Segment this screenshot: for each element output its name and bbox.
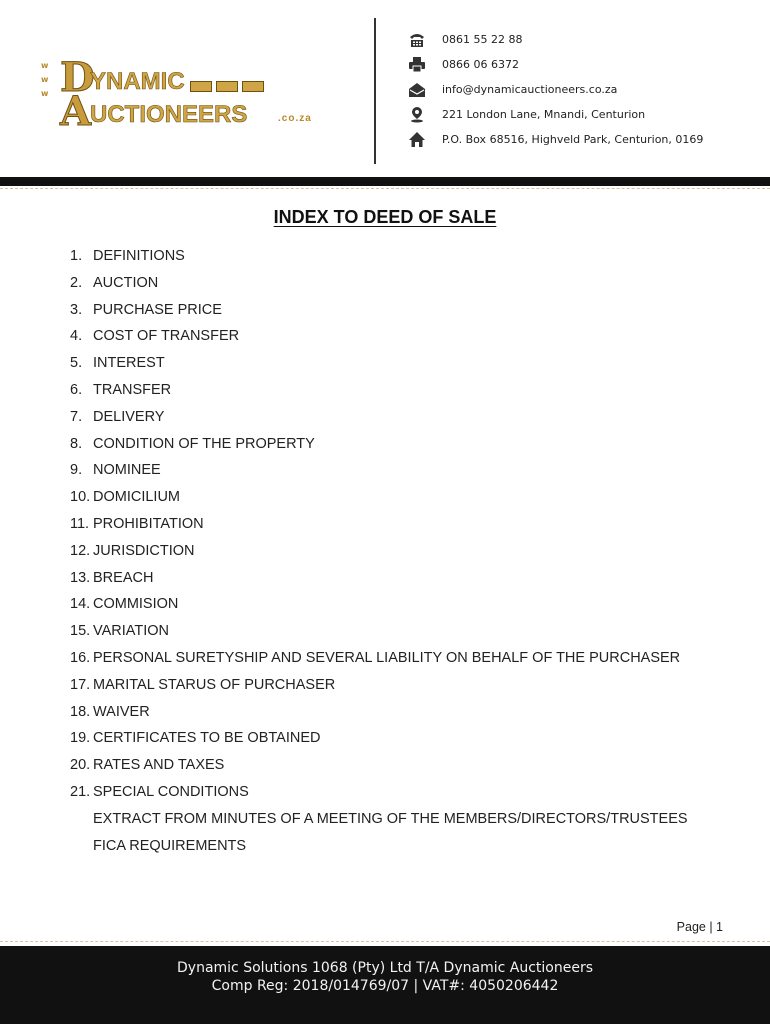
logo-initial-d: D <box>60 54 95 101</box>
list-item-label: INTEREST <box>93 355 165 372</box>
list-item <box>70 435 680 462</box>
list-item-number: 5. <box>70 355 83 372</box>
footer-company-line: Dynamic Solutions 1068 (Pty) Ltd T/A Dynamic Auctioneers <box>177 960 593 976</box>
list-item <box>70 649 680 676</box>
logo-www: w w w <box>41 61 50 98</box>
fica-item: FICA REQUIREMENTS <box>93 838 247 854</box>
list-item-label: DEFINITIONS <box>93 248 185 264</box>
contact-address <box>407 102 747 127</box>
list-item <box>70 622 680 649</box>
list-item <box>70 595 680 622</box>
list-item-number: 16. <box>70 649 91 666</box>
list-item-number: 3. <box>70 301 83 318</box>
header-separator-bar <box>0 177 770 186</box>
list-item-label: PURCHASE PRICE <box>93 301 222 318</box>
list-item-number: 14. <box>70 596 91 613</box>
list-item <box>70 488 680 515</box>
list-item-label: NOMINEE <box>93 462 161 479</box>
list-item-label: JURISDICTION <box>93 542 195 559</box>
logo-decorative-bars <box>190 79 272 93</box>
logo-initial-a: A <box>60 88 92 135</box>
phone-number: 0861 55 22 88 <box>442 33 523 46</box>
list-item <box>70 542 680 569</box>
list-item-label: PERSONAL SURETYSHIP AND SEVERAL LIABILITY ON BEHALF OF THE PURCHASER <box>93 649 681 666</box>
list-item-number: 20. <box>70 757 91 774</box>
list-item-number: 12. <box>70 542 91 559</box>
list-item <box>70 247 680 274</box>
list-item <box>70 569 680 596</box>
street-address: 221 London Lane, Mnandi, Centurion <box>442 108 646 121</box>
list-item-number: 21. <box>70 783 91 800</box>
list-item-label: PROHIBITATION <box>93 515 204 532</box>
list-item <box>70 274 680 301</box>
list-item-number: 15. <box>70 623 91 640</box>
list-item-number: 10. <box>70 489 91 506</box>
contact-block <box>407 27 747 152</box>
list-item-number: 18. <box>70 703 91 720</box>
index-list <box>70 247 680 810</box>
list-item-number: 1. <box>70 248 83 264</box>
fax-icon <box>407 55 427 75</box>
header-divider <box>374 18 376 164</box>
list-item-number: 19. <box>70 730 91 747</box>
list-item-number: 2. <box>70 274 83 291</box>
list-item-label: AUCTION <box>93 274 159 291</box>
list-item-number: 8. <box>70 435 83 452</box>
page-number: Page | 1 <box>676 920 723 934</box>
extract-item: EXTRACT FROM MINUTES OF A MEETING OF THE MEMBERS/DIRECTORS/TRUSTEES <box>93 811 688 827</box>
footer-separator-dash <box>0 941 770 942</box>
list-item-number: 11. <box>70 515 90 532</box>
page-title: INDEX TO DEED OF SALE <box>273 207 497 227</box>
list-item <box>70 408 680 435</box>
list-item <box>70 676 680 703</box>
list-item <box>70 783 680 810</box>
list-item <box>70 301 680 328</box>
list-item <box>70 381 680 408</box>
list-item-label: BREACH <box>93 569 154 586</box>
list-item <box>70 461 680 488</box>
list-item <box>70 354 680 381</box>
contact-phone <box>407 27 747 52</box>
house-icon <box>407 130 427 150</box>
list-item-label: CERTIFICATES TO BE OBTAINED <box>93 730 321 747</box>
list-item-label: TRANSFER <box>93 381 172 398</box>
footer-bar <box>0 946 770 1024</box>
list-item-label: COST OF TRANSFER <box>93 328 240 345</box>
list-item-label: VARIATION <box>93 623 169 640</box>
list-item-label: WAIVER <box>93 703 150 720</box>
list-item <box>70 327 680 354</box>
list-item-label: CONDITION OF THE PROPERTY <box>93 435 315 452</box>
logo-word-auctioneers: UCTIONEERS <box>90 101 248 128</box>
list-item-label: RATES AND TAXES <box>93 757 225 774</box>
list-item-label: COMMISION <box>93 596 179 613</box>
list-item <box>70 729 680 756</box>
phone-icon <box>407 30 427 50</box>
list-item-label: MARITAL STARUS OF PURCHASER <box>93 676 336 693</box>
company-logo <box>38 55 338 135</box>
list-item-number: 6. <box>70 381 83 398</box>
header-separator-dash <box>0 188 770 189</box>
postal-address: P.O. Box 68516, Highveld Park, Centurion, 0169 <box>442 133 704 146</box>
email-address: info@dynamicauctioneers.co.za <box>442 83 618 96</box>
fax-number: 0866 06 6372 <box>442 58 519 71</box>
list-item <box>70 515 680 542</box>
list-item-label: SPECIAL CONDITIONS <box>93 783 249 800</box>
list-item <box>70 756 680 783</box>
location-pin-icon <box>407 105 427 125</box>
list-item-number: 9. <box>70 462 83 479</box>
email-icon <box>407 80 427 100</box>
list-item-label: DOMICILIUM <box>93 489 180 506</box>
list-item-number: 13. <box>70 569 91 586</box>
list-item-number: 17. <box>70 676 91 693</box>
contact-postal <box>407 127 747 152</box>
logo-word-dynamic: YNAMIC <box>90 68 185 95</box>
logo-domain: .co.za <box>278 113 312 124</box>
contact-fax <box>407 52 747 77</box>
list-item-number: 7. <box>70 408 83 425</box>
contact-email <box>407 77 747 102</box>
list-item-label: DELIVERY <box>93 408 165 425</box>
list-item <box>70 703 680 730</box>
list-item-number: 4. <box>70 328 83 345</box>
footer-registration-line: Comp Reg: 2018/014769/07 | VAT#: 4050206442 <box>211 978 559 994</box>
